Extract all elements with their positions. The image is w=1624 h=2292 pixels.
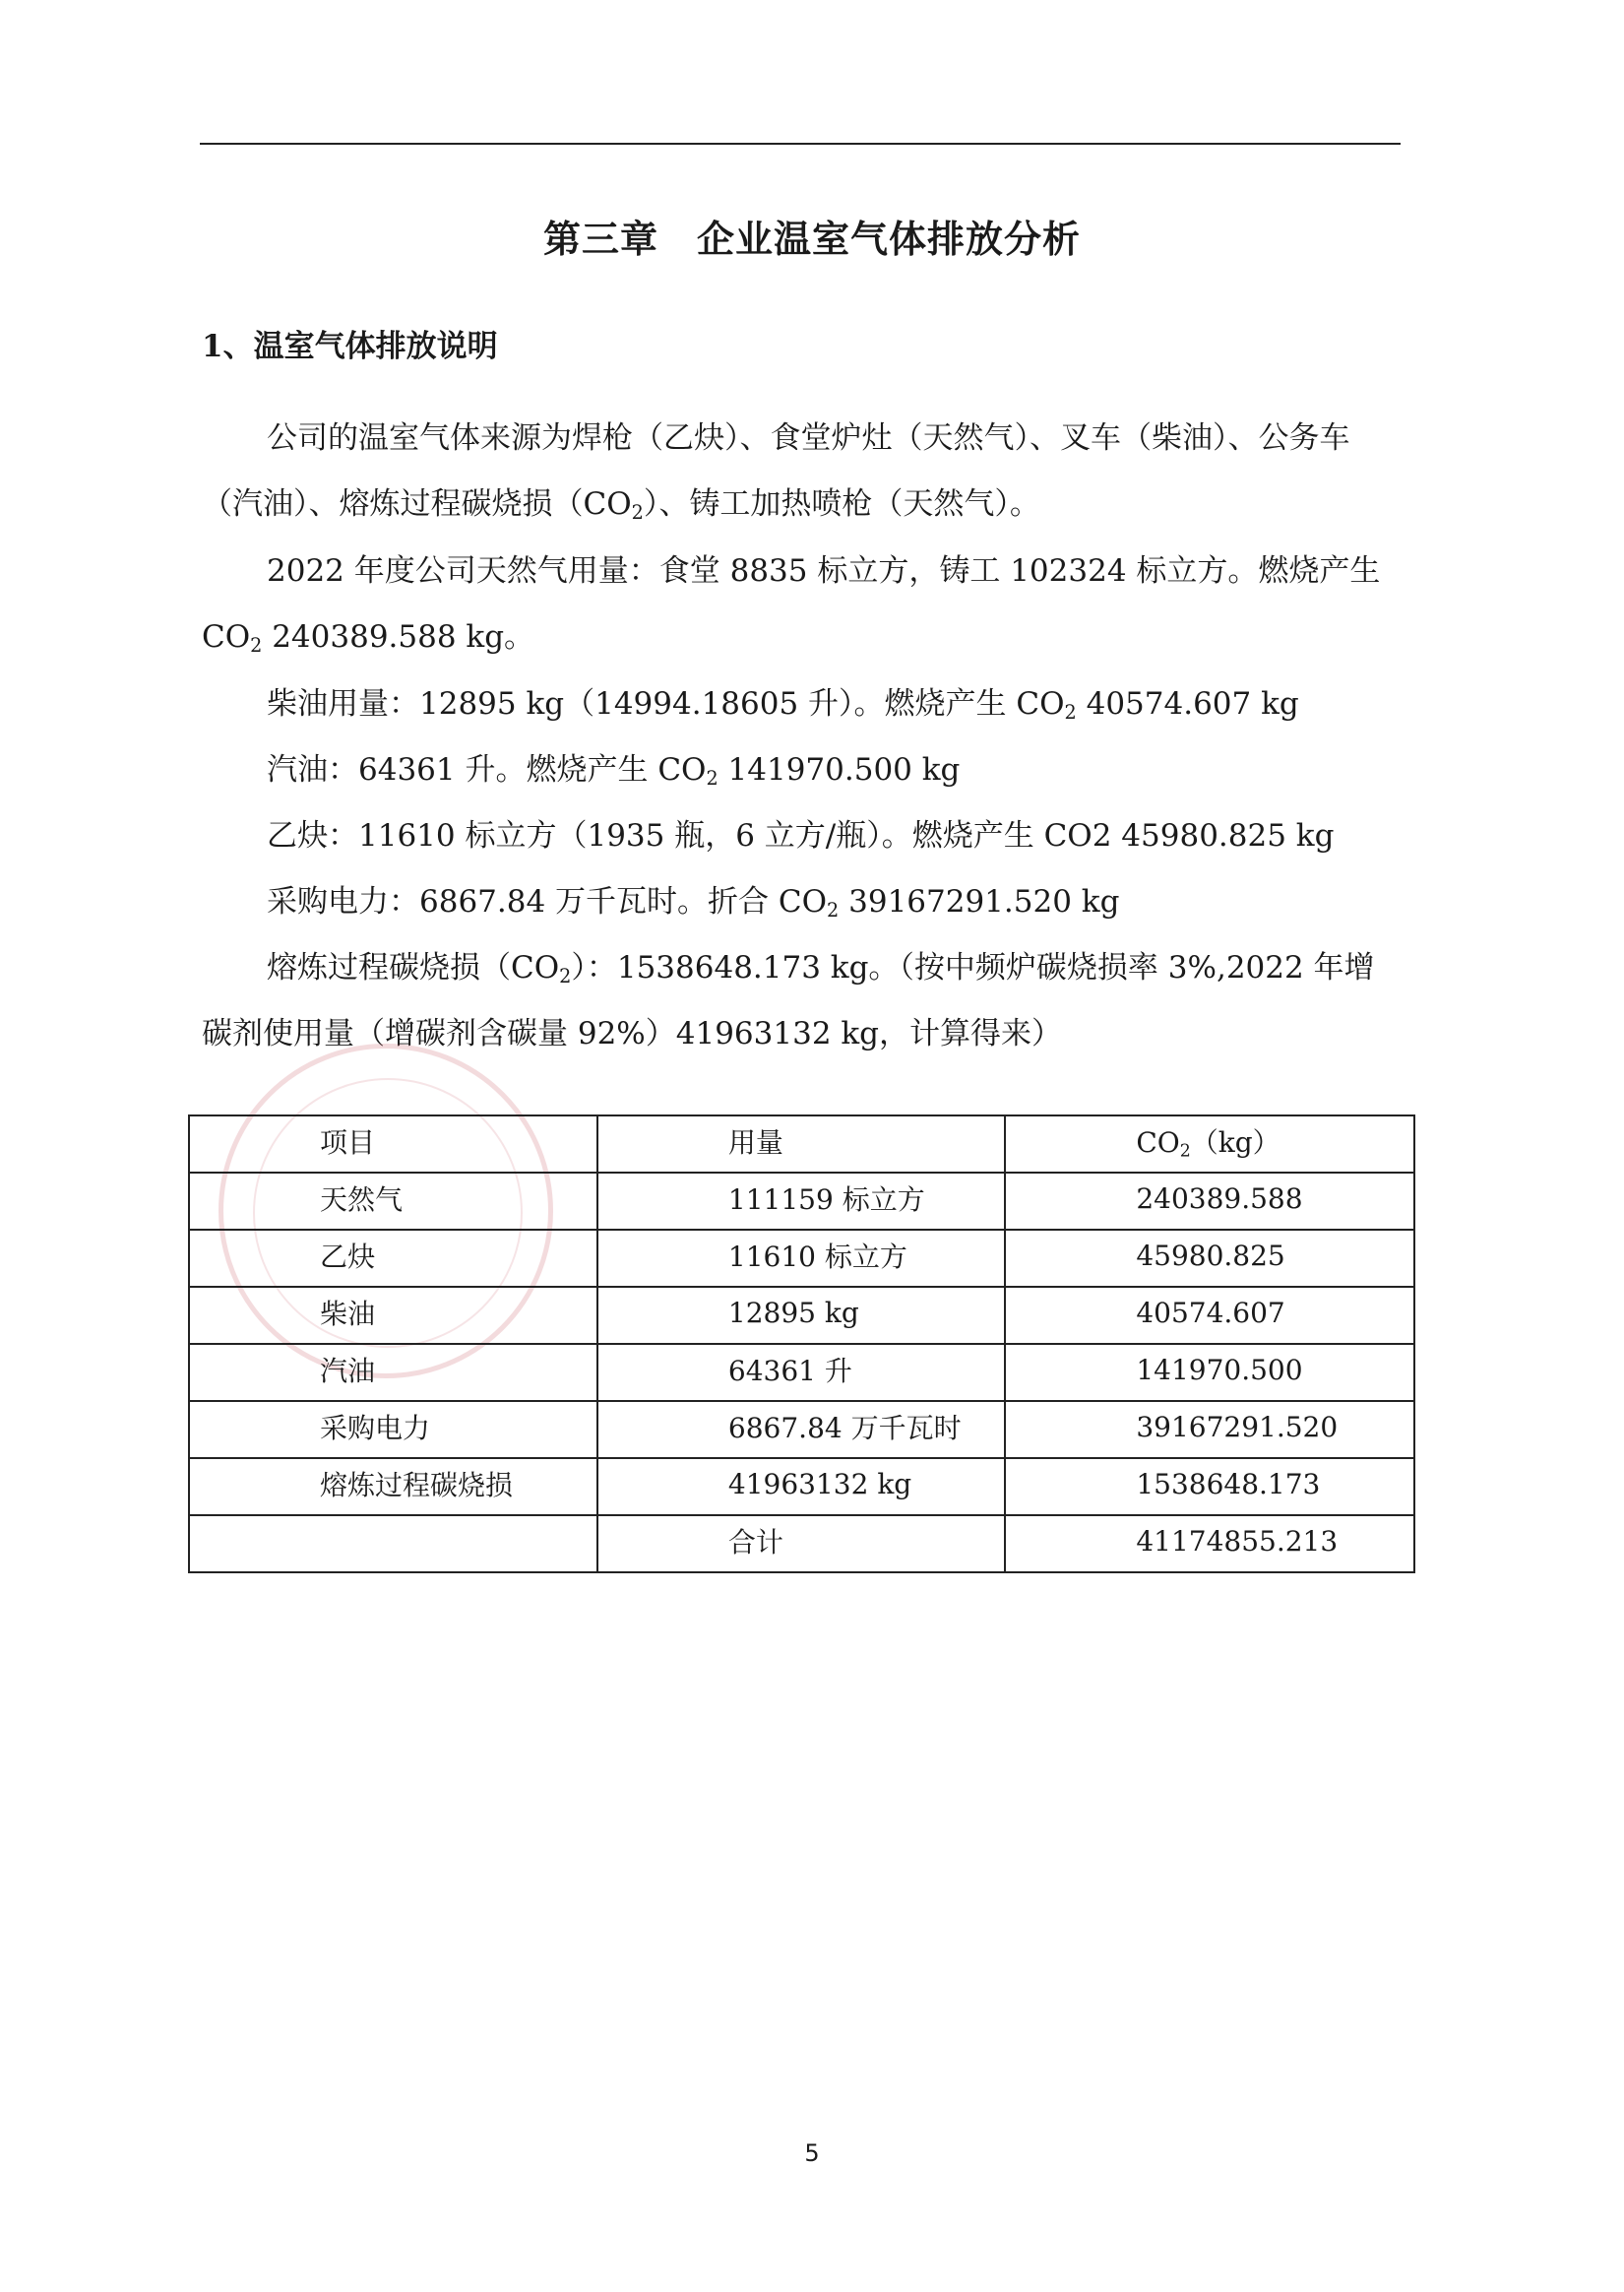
cell-usage: 41963132 kg xyxy=(597,1458,1005,1515)
emissions-table xyxy=(188,1114,1415,1573)
header-usage: 用量 xyxy=(597,1115,1005,1173)
paragraph-smelting: 熔炼过程碳烧损$(CO_2)$：1538648.173 kg。（按中频炉碳烧损率 3%,2022 年增碳剂使用量（增碳剂含碳量 92%）41963132 kg，计算得来） xyxy=(202,950,1375,1051)
table-row xyxy=(189,1401,1414,1458)
table-row xyxy=(189,1344,1414,1401)
header-rule xyxy=(200,143,1401,145)
table-row xyxy=(189,1230,1414,1287)
cell-total-label: 合计 xyxy=(597,1515,1005,1572)
paragraph-sources: 公司的温室气体来源为焊枪（乙炔）、食堂炉灶（天然气）、叉车（柴油）、公务车（汽油）、熔炼过程碳烧损$(CO_2)$、铸工加热喷枪（天然气）。 xyxy=(202,420,1350,524)
cell-co2: 240389.588 xyxy=(1005,1173,1414,1230)
cell-co2: 39167291.520 xyxy=(1005,1401,1414,1458)
cell-co2: 45980.825 xyxy=(1005,1230,1414,1287)
page-number: 5 xyxy=(804,2139,820,2167)
cell-usage: 64361 升 xyxy=(597,1344,1005,1401)
paragraph-acetylene: 乙炔：11610 标立方（1935 瓶，6 立方/瓶）。燃烧产生 CO2 45980.825 kg xyxy=(267,818,1335,854)
paragraph-diesel: 柴油用量：12895 kg（14994.18605 升）。燃烧产生 $CO_2$ 40574.607 kg xyxy=(267,686,1299,724)
cell-usage: 6867.84 万千瓦时 xyxy=(597,1401,1005,1458)
header-item: 项目 xyxy=(189,1115,597,1173)
chapter-title: 第三章 企业温室气体排放分析 xyxy=(542,217,1081,261)
section-heading: 1、温室气体排放说明 xyxy=(202,329,498,364)
paragraph-gasoline: 汽油：64361 升。燃烧产生 $CO_2$ 141970.500 kg xyxy=(267,752,961,790)
paragraph-electricity: 采购电力：6867.84 万千瓦时。折合 $CO_2$ 39167291.520 kg xyxy=(267,884,1120,922)
cell-usage: 111159 标立方 xyxy=(597,1173,1005,1230)
cell-item: 乙炔 xyxy=(189,1230,597,1287)
table-row xyxy=(189,1173,1414,1230)
paragraph-natural-gas: 2022 年度公司天然气用量：食堂 8835 标立方，铸工 102324 标立方。燃烧产生 $CO_2$ 240389.588 kg。 xyxy=(202,553,1381,657)
cell-co2: 1538648.173 xyxy=(1005,1458,1414,1515)
cell-item: 柴油 xyxy=(189,1287,597,1344)
cell-item xyxy=(189,1515,597,1572)
table-row xyxy=(189,1458,1414,1515)
cell-item: 熔炼过程碳烧损 xyxy=(189,1458,597,1515)
cell-total-co2: 41174855.213 xyxy=(1005,1515,1414,1572)
cell-co2: 40574.607 xyxy=(1005,1287,1414,1344)
cell-usage: 12895 kg xyxy=(597,1287,1005,1344)
table-total-row xyxy=(189,1515,1414,1572)
table-header-row xyxy=(189,1115,1414,1173)
cell-usage: 11610 标立方 xyxy=(597,1230,1005,1287)
cell-item: 采购电力 xyxy=(189,1401,597,1458)
cell-item: 天然气 xyxy=(189,1173,597,1230)
cell-item: 汽油 xyxy=(189,1344,597,1401)
table-row xyxy=(189,1287,1414,1344)
cell-co2: 141970.500 xyxy=(1005,1344,1414,1401)
header-co2: $CO_2(kg)$ xyxy=(1005,1115,1414,1173)
